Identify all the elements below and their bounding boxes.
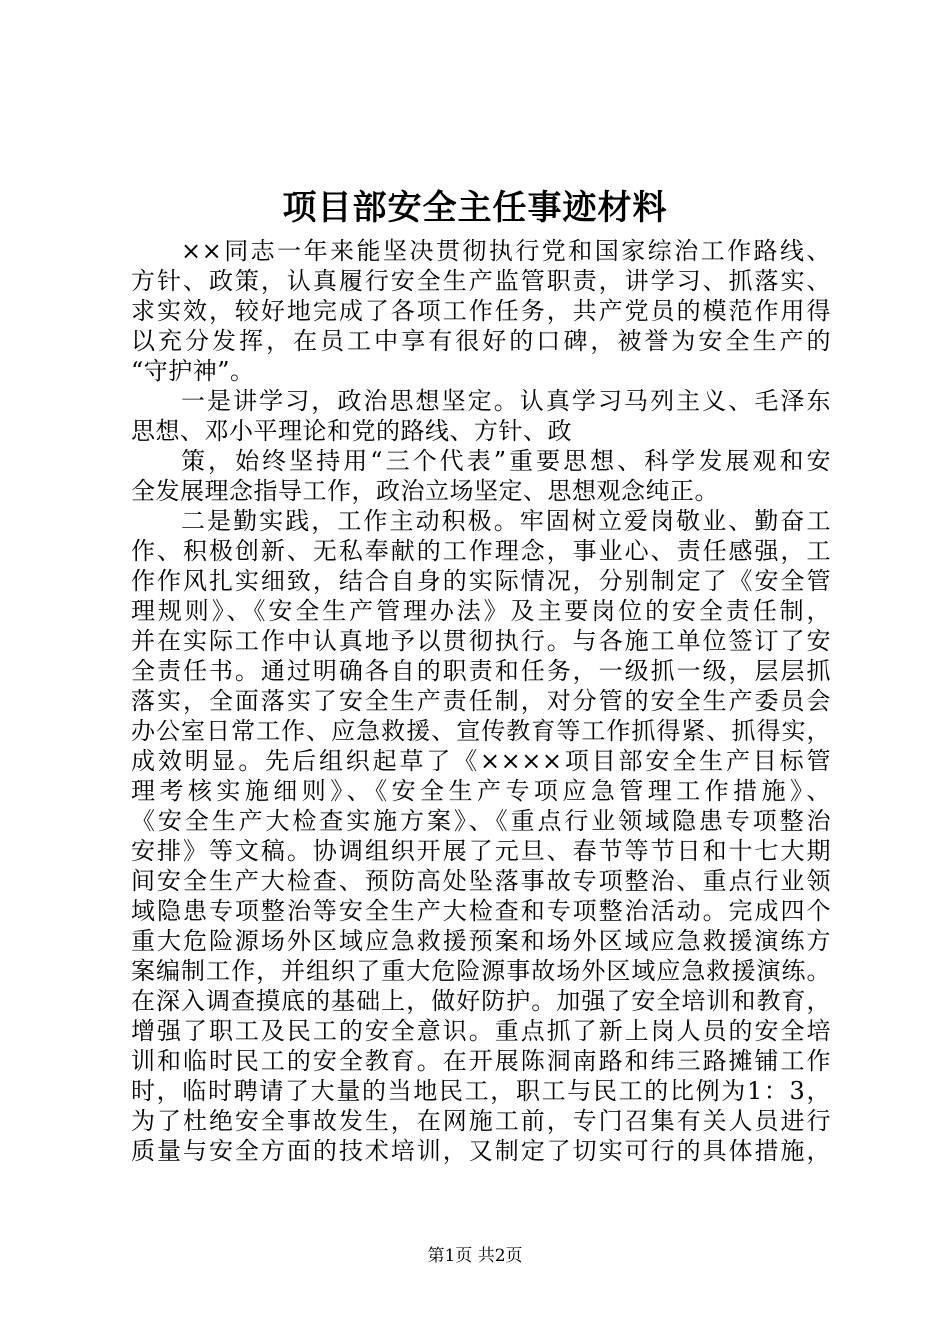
text-line: “守护神”。 [131, 357, 255, 385]
text-line: 并在实际工作中认真地予以贯彻执行。与各施工单位签订了安 [131, 627, 831, 655]
text-line: 重大危险源场外区域应急救援预案和场外区域应急救援演练方 [131, 927, 831, 955]
document-body [131, 236, 831, 1166]
text-line: 一是讲学习，政治思想坚定。认真学习马列主义、毛泽东 [181, 387, 831, 415]
text-line: 成效明显。先后组织起草了《××××项目部安全生产目标管 [131, 747, 831, 775]
text-line: 间安全生产大检查、预防高处坠落事故专项整治、重点行业领 [131, 867, 831, 895]
text-line: ××同志一年来能坚决贯彻执行党和国家综治工作路线、 [181, 237, 831, 265]
text-line: 全责任书。通过明确各自的职责和任务，一级抓一级，层层抓 [131, 657, 831, 685]
text-line: 《安全生产大检查实施方案》、《重点行业领域隐患专项整治 [131, 807, 831, 835]
text-line: 域隐患专项整治等安全生产大检查和专项整治活动。完成四个 [131, 897, 831, 925]
text-line: 落实，全面落实了安全生产责任制，对分管的安全生产委员会 [131, 687, 831, 715]
text-line: 办公室日常工作、应急救援、宣传教育等工作抓得紧、抓得实， [131, 717, 831, 745]
text-line: 为了杜绝安全事故发生，在网施工前，专门召集有关人员进行 [131, 1107, 831, 1135]
text-line: 求实效，较好地完成了各项工作任务，共产党员的模范作用得 [131, 297, 831, 325]
text-line: 案编制工作，并组织了重大危险源事故场外区域应急救援演练。 [131, 957, 831, 985]
text-line: 作、积极创新、无私奉献的工作理念，事业心、责任感强，工 [131, 537, 831, 565]
text-line: 策，始终坚持用“三个代表”重要思想、科学发展观和安 [181, 447, 831, 475]
text-line: 训和临时民工的安全教育。在开展陈洞南路和纬三路摊铺工作 [131, 1047, 831, 1075]
text-line: 方针、政策，认真履行安全生产监管职责，讲学习、抓落实、 [131, 267, 831, 295]
text-line: 全发展理念指导工作，政治立场坚定、思想观念纯正。 [131, 477, 719, 505]
text-line: 以充分发挥，在员工中享有很好的口碑，被誉为安全生产的 [131, 327, 831, 355]
text-line: 质量与安全方面的技术培训，又制定了切实可行的具体措施， [131, 1137, 831, 1165]
text-line: 时，临时聘请了大量的当地民工，职工与民工的比例为1：3， [131, 1077, 831, 1105]
text-line: 思想、邓小平理论和党的路线、方针、政 [131, 417, 572, 445]
text-line: 二是勤实践，工作主动积极。牢固树立爱岗敬业、勤奋工 [181, 507, 831, 535]
text-line: 理规则》、《安全生产管理办法》及主要岗位的安全责任制， [131, 597, 831, 625]
text-line: 作作风扎实细致，结合自身的实际情况，分别制定了《安全管 [131, 567, 831, 595]
document-title: 项目部安全主任事迹材料 [282, 188, 668, 228]
page-footer: 第1页 共2页 [427, 1246, 523, 1266]
text-line: 安排》等文稿。协调组织开展了元旦、春节等节日和十七大期 [131, 837, 831, 865]
text-line: 增强了职工及民工的安全意识。重点抓了新上岗人员的安全培 [131, 1017, 831, 1045]
text-line: 在深入调查摸底的基础上，做好防护。加强了安全培训和教育， [131, 987, 831, 1015]
text-line: 理考核实施细则》、《安全生产专项应急管理工作措施》、 [131, 777, 831, 805]
